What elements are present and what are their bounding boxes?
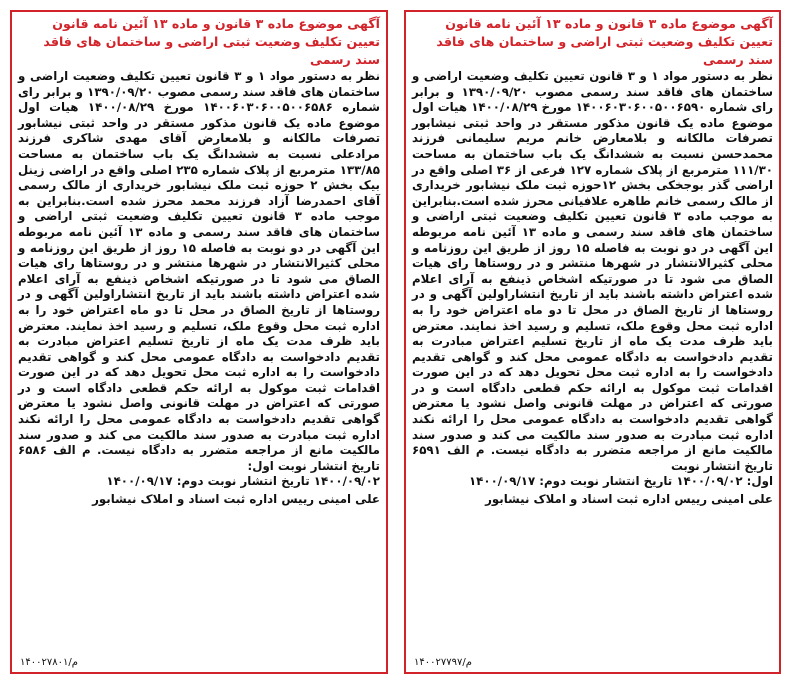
notice-title: آگهی موضوع ماده ۳ قانون و ماده ۱۳ آئین نامه قانون تعیین تکلیف وضعیت ثبتی اراضی و ساختمان های فاقد سند رسمی — [43, 16, 380, 67]
notice-code: ۱۴۰۰۲۷۷۹۷/م — [414, 657, 472, 668]
notice-box-right — [404, 10, 781, 674]
publication-dates: اول: ۱۴۰۰/۰۹/۰۲ تاریخ انتشار نوبت دوم: ۱۴۰۰/۰۹/۱۷ — [468, 474, 773, 489]
notice-body-text: نظر به دستور مواد ۱ و ۳ قانون تعیین تکلیف وضعیت اراضی و ساختمان های فاقد سند رسمی مصوب ۱۳۹۰/۰۹/۲۰ و برابر رای شماره ۱۴۰۰۶۰۳۰۶۰۰۵۰۰۶۵۹۰ مورخ ۱۴۰۰/۰۸/۲۹ هیات اول موضوع ماده یک قانون مذکور مستقر در واحد ثبتی نیشابور تصرفات مالکانه و بلامعارض خانم مریم سلیمانی فرزند محمدحسن نسبت به ششدانگ یک باب ساختمان به مساحت ۱۱۱/۳۰ مترمربع از پلاک شماره ۱۲۷ فرعی از ۳۶ اصلی واقع در اراضی گذر بوجخکی بخش ۱۲حوزه ثبت ملک نیشابور خریداری از مالک رسمی خانم طاهره علافیانی محرز شده است.بنابراین به موجب ماده ۳ قانون تعیین تکلیف وضعیت ثبتی اراضی و ساختمان های فاقد سند رسمی و ماده ۱۳ آئین نامه مربوطه این آگهی در دو نوبت به فاصله ۱۵ روز از طریق این روزنامه و محلی کثیرالانتشار در شهرها منتشر و در روستاها رای هیات الصاق می شود تا در صورتیکه اشخاص ذینفع به آرای اعلام شده اعتراض داشته باشند باید از تاریخ انتشاراولین آگهی و در روستاها از تاریخ الصاق در محل تا دو ماه اعتراض خود را به اداره ثبت محل وقوع ملک، تسلیم و رسید اخذ نمایند. معترض باید ظرف مدت یک ماه از تاریخ تسلیم اعتراض مبادرت به تقدیم دادخواست به دادگاه عمومی محل کند و گواهی تقدیم دادخواست را به اداره ثبت محل تحویل دهد که در این صورت اقدامات ثبت موکول به ارائه حکم قطعی دادگاه است و در صورتی که اعتراض در مهلت قانونی واصل نشود یا معترض گواهی تقدیم دادخواست به دادگاه عمومی محل را ارائه نکند اداره ثبت مبادرت به صدور سند مالکیت می کند و صدور سند مالکیت مانع از مراجعه متضرر به دادگاه نیست. م الف ۶۵۹۱ تاریخ انتشار نوبت — [412, 69, 774, 473]
notice-body-text: نظر به دستور مواد ۱ و ۳ قانون تعیین تکلیف وضعیت اراضی و ساختمان های فاقد سند رسمی مصوب ۱۳۹۰/۰۹/۲۰ و برابر رای شماره ۱۴۰۰۶۰۳۰۶۰۰۵۰۰۶۵۸۶ مورخ ۱۴۰۰/۰۸/۲۹ هیات اول موضوع ماده یک قانون مذکور مستقر در واحد ثبتی نیشابور تصرفات مالکانه و بلامعارض آقای مهدی شاکری فرزند مرادعلی نسبت به ششدانگ یک باب ساختمان به مساحت ۱۳۳/۸۵ مترمربع از پلاک شماره ۲۳۵ اصلی واقع در اراضی زینل بیک بخش ۲ حوزه ثبت ملک نیشابور خریداری از مالک رسمی آقای احمدرضا آزاد فرزند محمد محرز شده است.بنابراین به موجب ماده ۳ قانون تعیین تکلیف وضعیت ثبتی اراضی و ساختمان های فاقد سند رسمی و ماده ۱۳ آئین نامه مربوطه این آگهی در دو نوبت به فاصله ۱۵ روز از طریق این روزنامه و محلی کثیرالانتشار در شهرها منتشر و در روستاها رای هیات الصاق می شود تا در صورتیکه اشخاص ذینفع به آرای اعلام شده اعتراض داشته باشند باید از تاریخ انتشاراولین آگهی و در روستاها از تاریخ الصاق در محل تا دو ماه اعتراض خود را به اداره ثبت محل وقوع ملک، تسلیم و رسید اخذ نمایند. معترض باید ظرف مدت یک ماه از تاریخ تسلیم اعتراض مبادرت به تقدیم دادخواست به دادگاه عمومی محل کند و گواهی تقدیم دادخواست را به اداره ثبت محل تحویل دهد که در این صورت اقدامات ثبت موکول به ارائه حکم قطعی دادگاه است و در صورتی که اعتراض در مهلت قانونی واصل نشود یا معترض گواهی تقدیم دادخواست به دادگاه عمومی محل را ارائه نکند اداره ثبت مبادرت به صدور سند مالکیت می کند و صدور سند مالکیت مانع از مراجعه متضرر به دادگاه نیست. م الف ۶۵۸۶ تاریخ انتشار نوبت اول: — [18, 69, 381, 473]
notice-body — [18, 69, 380, 474]
publication-dates: ۱۴۰۰/۰۹/۰۲ تاریخ انتشار نوبت دوم: ۱۴۰۰/۰۹/۱۷ — [106, 474, 380, 489]
signature-line: علی امینی رییس اداره ثبت اسناد و املاک نیشابور — [92, 492, 380, 507]
notice-box-left — [10, 10, 388, 674]
signature-line: علی امینی رییس اداره ثبت اسناد و املاک نیشابور — [485, 492, 773, 507]
notice-title: آگهی موضوع ماده ۳ قانون و ماده ۱۳ آئین نامه قانون تعیین تکلیف وضعیت ثبتی اراضی و ساختمان های فاقد سند رسمی — [436, 16, 773, 67]
notice-body — [412, 69, 773, 474]
notice-code: ۱۴۰۰۲۷۸۰۱/م — [20, 657, 78, 668]
